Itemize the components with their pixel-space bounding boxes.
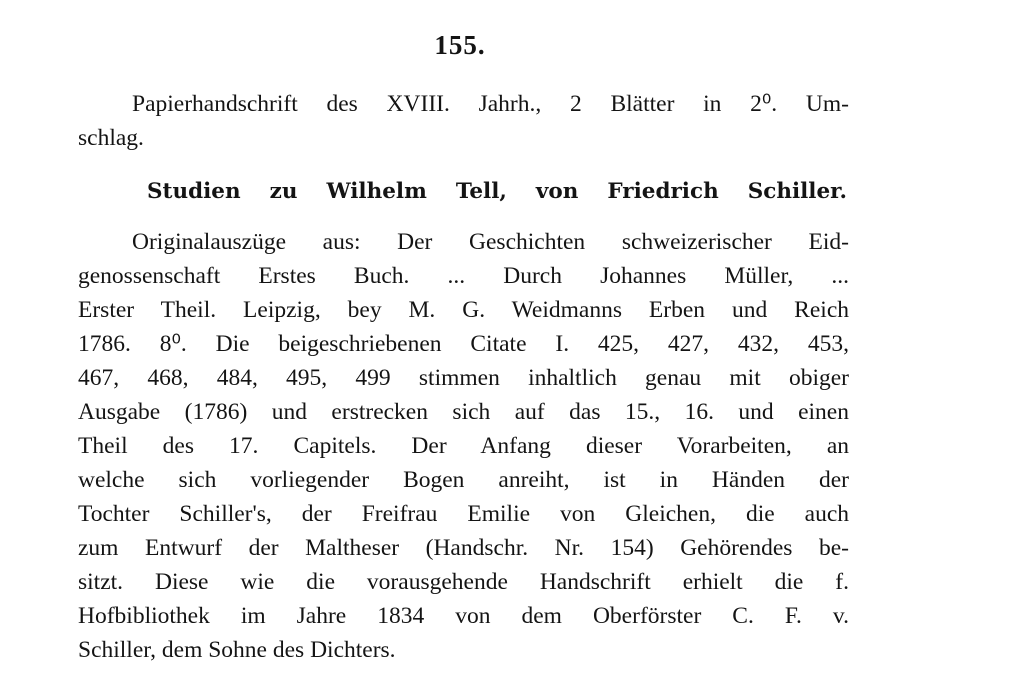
body-line: Tochter Schiller's, der Freifrau Emilie von Gleichen, die auch (78, 501, 849, 527)
body-line: Erster Theil. Leipzig, bey M. G. Weidmanns Erben und Reich (78, 297, 849, 323)
body-line: 1786. 8⁰. Die beigeschriebenen Citate I. 425, 427, 432, 453, (78, 331, 849, 357)
body-line: Ausgabe (1786) und erstrecken sich auf das 15., 16. und einen (78, 399, 849, 425)
body-line: 467, 468, 484, 495, 499 stimmen inhaltlich genau mit obiger (78, 365, 849, 391)
intro-line: schlag. (78, 125, 144, 151)
body-line: Theil des 17. Capitels. Der Anfang dieser Vorarbeiten, an (78, 433, 849, 459)
body-line: Originalauszüge aus: Der Geschichten schweizerischer Eid- (132, 229, 849, 255)
body-line: zum Entwurf der Maltheser (Handschr. Nr. 154) Gehörendes be- (78, 535, 849, 561)
body-line: Hofbibliothek im Jahre 1834 von dem Oberförster C. F. v. (78, 603, 849, 629)
page-number: 155. (434, 30, 486, 60)
body-line: genossenschaft Erstes Buch. ... Durch Johannes Müller, ... (78, 263, 849, 289)
body-line: sitzt. Diese wie die vorausgehende Handschrift erhielt die f. (78, 569, 849, 595)
section-heading: Studien zu Wilhelm Tell, von Friedrich Schiller. (147, 179, 847, 204)
intro-line: Papierhandschrift des XVIII. Jahrh., 2 Blätter in 2⁰. Um- (132, 91, 849, 117)
body-line: welche sich vorliegender Bogen anreiht, ist in Händen der (78, 467, 849, 493)
body-line: Schiller, dem Sohne des Dichters. (78, 637, 396, 663)
